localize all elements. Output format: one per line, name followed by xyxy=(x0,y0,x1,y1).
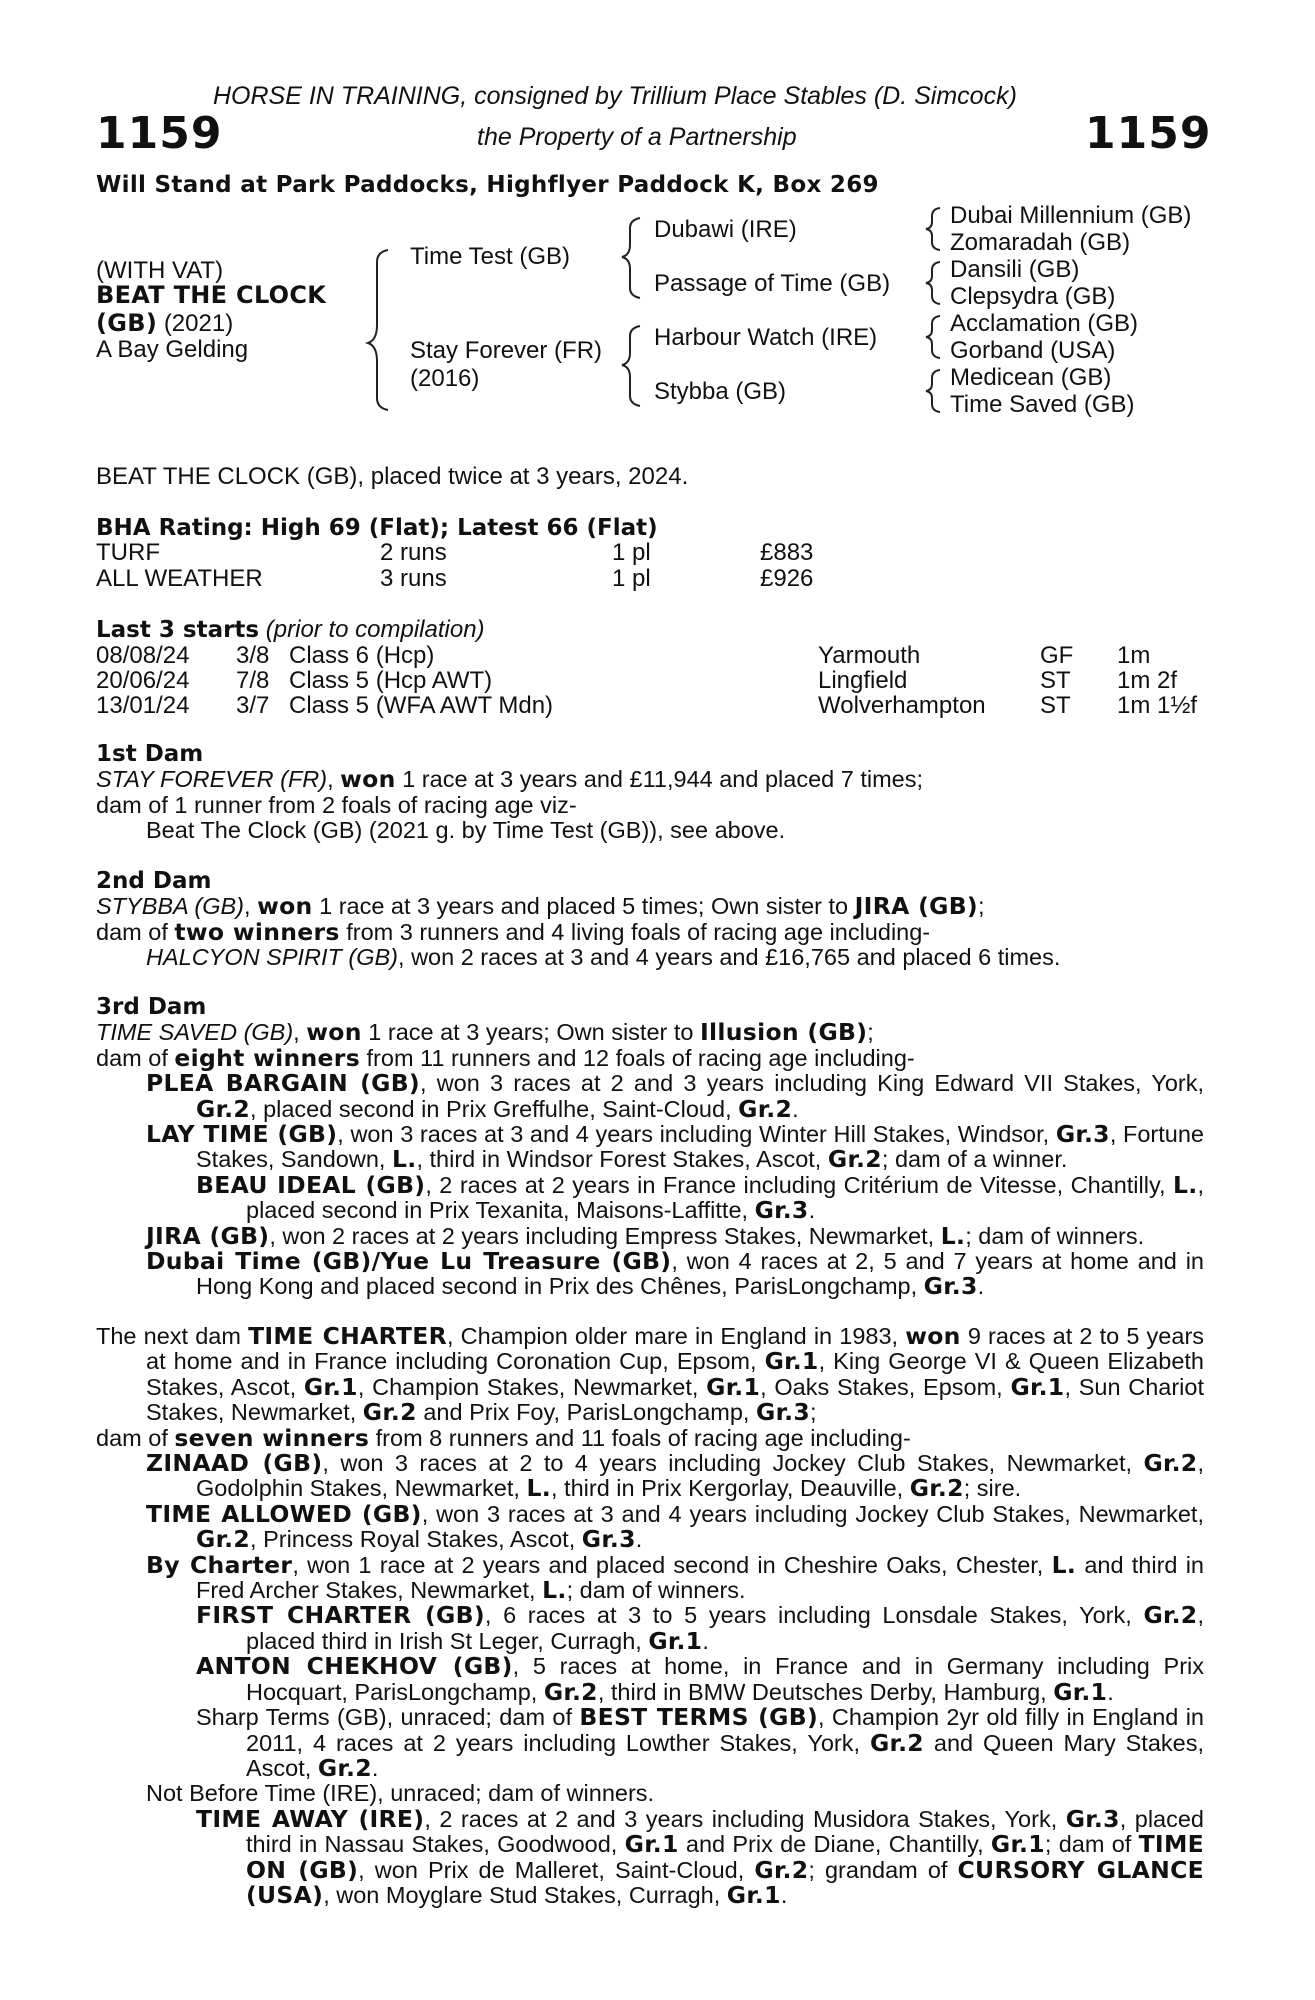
grade: Gr.2 xyxy=(869,1728,924,1757)
text: , Fortune Stakes, Sandown, xyxy=(196,1121,1204,1173)
text: . xyxy=(977,1273,985,1300)
produce-not-before-time: Not Before Time (IRE), unraced; dam of winners. xyxy=(146,1780,655,1807)
text: , 2 races at 2 years in France including Critérium de Vitesse, Chantilly, xyxy=(425,1171,1173,1198)
winners-count: two winners xyxy=(174,917,340,946)
text: , won 2 races at 2 years including Empress Stakes, Newmarket, xyxy=(269,1222,941,1249)
grade: L. xyxy=(940,1221,966,1250)
text: . xyxy=(808,1197,816,1224)
pedigree-sire: Time Test (GB) xyxy=(410,243,571,270)
produce-by-charter xyxy=(96,1550,1204,1605)
second-dam-heading: 2nd Dam xyxy=(96,868,212,894)
rating-turf-earnings: £883 xyxy=(760,539,814,566)
text: , Princess Royal Stakes, Ascot, xyxy=(250,1526,582,1553)
grade: Gr.2 xyxy=(827,1145,882,1174)
text: , placed third in Nassau Stakes, Goodwood, xyxy=(246,1805,1205,1858)
horse-year: (2021) xyxy=(163,310,234,337)
text: The next dam xyxy=(96,1323,249,1349)
grade: Gr.2 xyxy=(1143,1449,1198,1478)
next-dam-section xyxy=(96,1324,1204,1908)
won-label: won xyxy=(257,892,313,921)
consignment-line: HORSE IN TRAINING, consigned by Trillium Place Stables (D. Simcock) xyxy=(213,82,1017,110)
produce-name: BEST TERMS (GB) xyxy=(579,1703,819,1732)
text: . xyxy=(635,1526,643,1553)
text: , won 2 races at 3 and 4 years and £16,765 and placed 6 times. xyxy=(398,944,1061,971)
lot-number-right: 1159 xyxy=(1085,108,1212,159)
grade: L. xyxy=(1051,1550,1077,1579)
second-dam-name: STYBBA (GB) xyxy=(96,893,244,920)
grade: Gr.2 xyxy=(362,1398,417,1427)
text: from 8 runners and 11 foals of racing age including- xyxy=(369,1424,911,1451)
rating-turf-runs: 2 runs xyxy=(380,539,447,566)
text: , won 3 races at 2 to 4 years including Jockey Club Stakes, Newmarket, xyxy=(322,1450,1144,1477)
text: dam of xyxy=(96,1044,175,1071)
produce-jira xyxy=(96,1221,1204,1250)
grade: L. xyxy=(391,1145,417,1174)
produce-name: CURSORY GLANCE (USA) xyxy=(246,1855,1205,1909)
start-1-date: 08/08/24 xyxy=(96,642,190,669)
next-dam-intro xyxy=(96,1324,1204,1426)
text: , third in Prix Kergorlay, Deauville, xyxy=(550,1475,910,1502)
text: ; xyxy=(977,893,985,920)
produce-name: TIME ON (GB) xyxy=(246,1830,1204,1884)
produce-zinaad xyxy=(96,1451,1204,1502)
text: , won 3 races at 2 and 3 years including King Edward VII Stakes, York, xyxy=(419,1070,1204,1097)
grade: L. xyxy=(526,1474,551,1503)
text: from 11 runners and 12 foals of racing age including- xyxy=(359,1044,915,1071)
text: , won Moyglare Stud Stakes, Curragh, xyxy=(323,1881,727,1908)
text: . xyxy=(792,1095,799,1122)
grade: Gr.2 xyxy=(317,1753,372,1782)
start-3-pos: 3/7 xyxy=(236,692,270,719)
text: ; xyxy=(810,1399,817,1426)
grade: Gr.2 xyxy=(754,1855,809,1884)
rating-turf-surface: TURF xyxy=(96,539,160,566)
text: , Oaks Stakes, Epsom, xyxy=(760,1373,1011,1400)
last-starts-heading xyxy=(96,616,485,644)
produce-lay-time xyxy=(96,1122,1204,1173)
start-1-course: Yarmouth xyxy=(818,642,921,669)
rating-aw-surface: ALL WEATHER xyxy=(96,565,263,592)
grade: Gr.2 xyxy=(909,1474,964,1503)
text: and Prix Foy, ParisLongchamp, xyxy=(416,1399,756,1426)
text: , placed second in Prix Texanita, Maisons-Laffitte, xyxy=(246,1171,1204,1224)
sister-name: JIRA (GB) xyxy=(854,892,978,921)
text: . xyxy=(371,1754,379,1781)
text: from 3 runners and 4 living foals of racing age including- xyxy=(339,918,931,945)
vat-label: (WITH VAT) xyxy=(96,257,224,284)
text: , 5 races at home, in France and in Germany including Prix Hocquart, ParisLongchamp, xyxy=(246,1653,1204,1705)
text: , 6 races at 3 to 5 years including Lonsdale Stakes, York, xyxy=(484,1602,1144,1629)
brace-g34 xyxy=(926,262,940,304)
winners-count: eight winners xyxy=(174,1043,360,1072)
third-dam-line1: TIME SAVED (GB), won 1 race at 3 years; Own sister to Illusion (GB); xyxy=(96,1018,874,1047)
produce-name: By Charter xyxy=(146,1550,293,1579)
start-2-date: 20/06/24 xyxy=(96,667,190,694)
grade: Gr.3 xyxy=(923,1272,978,1301)
produce-plea-bargain xyxy=(96,1071,1204,1122)
text: . xyxy=(780,1881,788,1908)
produce-first-charter xyxy=(96,1603,1204,1654)
grade: Gr.1 xyxy=(1053,1677,1108,1706)
produce-beau-ideal xyxy=(96,1170,1204,1225)
text: , won 3 races at 3 and 4 years including Winter Hill Stakes, Windsor, xyxy=(337,1121,1056,1148)
race-summary: BEAT THE CLOCK (GB), placed twice at 3 years, 2024. xyxy=(96,463,689,490)
text: and Prix de Diane, Chantilly, xyxy=(678,1831,991,1858)
text: ; dam of winners. xyxy=(965,1222,1145,1249)
produce-name: FIRST CHARTER (GB) xyxy=(196,1601,485,1630)
second-dam-section xyxy=(96,869,1204,971)
text: Sharp Terms (GB), unraced; dam of xyxy=(196,1704,580,1731)
text: , won 3 races at 3 and 4 years including Jockey Club Stakes, Newmarket, xyxy=(421,1500,1204,1527)
pedigree-dam: Stay Forever (FR) xyxy=(410,337,603,364)
text: , third in Windsor Forest Stakes, Ascot, xyxy=(416,1146,828,1173)
bha-rating: BHA Rating: High 69 (Flat); Latest 66 (Flat) xyxy=(96,515,658,541)
text: and Queen Mary Stakes, Ascot, xyxy=(246,1729,1204,1781)
pedigree-g1: Dubai Millennium (GB) xyxy=(950,202,1192,229)
grade: Gr.1 xyxy=(648,1626,703,1655)
text: , won Prix de Malleret, Saint-Cloud, xyxy=(358,1856,755,1883)
text: ; dam of winners. xyxy=(566,1577,746,1604)
start-2-dist: 1m 2f xyxy=(1117,667,1178,694)
first-dam-line2: dam of 1 runner from 2 foals of racing age viz- xyxy=(96,791,577,818)
pedigree-g3: Dansili (GB) xyxy=(950,256,1080,283)
grade: Gr.1 xyxy=(303,1372,358,1401)
start-3-race: Class 5 (WFA AWT Mdn) xyxy=(289,692,554,719)
produce-name: ANTON CHEKHOV (GB) xyxy=(196,1652,513,1681)
brace-gen1 xyxy=(368,250,388,410)
text: , Sun Chariot Stakes, Newmarket, xyxy=(146,1373,1204,1426)
grade: Gr.1 xyxy=(990,1830,1045,1859)
brace-sire xyxy=(622,218,640,298)
produce-name: JIRA (GB) xyxy=(146,1221,270,1250)
text: dam of xyxy=(96,918,175,945)
produce-time-away xyxy=(96,1804,1205,1909)
rating-turf-placings: 1 pl xyxy=(612,539,651,566)
start-1-going: GF xyxy=(1040,642,1074,669)
text: . xyxy=(702,1627,709,1654)
brace-g12 xyxy=(926,208,940,250)
grade: Gr.1 xyxy=(764,1347,819,1376)
rating-aw-earnings: £926 xyxy=(760,565,814,592)
last-starts-note: (prior to compilation) xyxy=(265,616,485,643)
text: , Godolphin Stakes, Newmarket, xyxy=(196,1450,1204,1502)
pedigree-sire-dam: Passage of Time (GB) xyxy=(654,270,891,297)
produce-name: BEAU IDEAL (GB) xyxy=(196,1170,426,1199)
text: , won 1 race at 2 years and placed second in Cheshire Oaks, Chester, xyxy=(292,1551,1052,1578)
pedigree-g5: Acclamation (GB) xyxy=(950,310,1139,337)
first-dam-section xyxy=(96,742,1204,844)
text: , third in BMW Deutsches Derby, Hamburg, xyxy=(597,1678,1054,1705)
text: . xyxy=(1107,1678,1114,1705)
property-line: the Property of a Partnership xyxy=(477,123,797,151)
second-dam-line1: STYBBA (GB), won 1 race at 3 years and placed 5 times; Own sister to JIRA (GB); xyxy=(96,892,985,921)
won-label: won xyxy=(340,765,396,794)
next-dam-name: TIME CHARTER xyxy=(248,1322,447,1350)
text: 1 race at 3 years and placed 5 times; Own sister to xyxy=(312,893,855,920)
pedigree-g2: Zomaradah (GB) xyxy=(950,229,1131,256)
start-3-going: ST xyxy=(1040,692,1071,719)
produce-sharp-terms xyxy=(96,1705,1204,1781)
location-line: Will Stand at Park Paddocks, Highflyer Paddock K, Box 269 xyxy=(96,172,879,198)
horse-name: BEAT THE CLOCK xyxy=(96,281,327,309)
grade: L. xyxy=(542,1576,567,1605)
produce-name: ZINAAD (GB) xyxy=(146,1449,323,1478)
text: dam of xyxy=(96,1424,175,1451)
start-1-race: Class 6 (Hcp) xyxy=(289,642,435,669)
won-label: won xyxy=(905,1322,961,1350)
grade: Gr.2 xyxy=(196,1525,251,1554)
grade: Gr.3 xyxy=(755,1398,810,1427)
text: ; dam of a winner. xyxy=(881,1146,1068,1173)
first-dam-heading: 1st Dam xyxy=(96,741,204,767)
text: 1 race at 3 years; Own sister to xyxy=(361,1019,701,1046)
text: ; dam of xyxy=(1044,1831,1139,1858)
text: , King George VI & Queen Elizabeth Stakes, Ascot, xyxy=(146,1348,1204,1400)
grade: Gr.3 xyxy=(754,1196,809,1225)
start-3-dist: 1m 1½f xyxy=(1117,692,1198,719)
third-dam-name: TIME SAVED (GB) xyxy=(96,1019,294,1046)
start-2-course: Lingfield xyxy=(818,667,908,694)
pedigree-dam-sire: Harbour Watch (IRE) xyxy=(654,324,878,351)
produce-anton-chekhov xyxy=(96,1654,1204,1705)
produce-name: LAY TIME (GB) xyxy=(146,1120,338,1149)
grade: Gr.1 xyxy=(726,1880,781,1909)
grade: Gr.3 xyxy=(581,1525,636,1554)
grade: Gr.1 xyxy=(706,1372,761,1401)
text: ; sire. xyxy=(963,1475,1022,1502)
grade: L. xyxy=(1172,1170,1198,1199)
pedigree-dam-year: (2016) xyxy=(410,365,480,392)
produce-name: PLEA BARGAIN (GB) xyxy=(146,1069,420,1098)
produce-dubai-time xyxy=(96,1249,1204,1300)
grade: Gr.2 xyxy=(543,1677,598,1706)
last-starts-title: Last 3 starts xyxy=(96,617,260,643)
start-3-course: Wolverhampton xyxy=(818,692,986,719)
next-dam-produce-line xyxy=(96,1423,1204,1452)
grade: Gr.3 xyxy=(1055,1120,1110,1149)
text: ; xyxy=(867,1019,874,1046)
pedigree-dam-dam: Stybba (GB) xyxy=(654,378,787,405)
pedigree-g7: Medicean (GB) xyxy=(950,364,1112,391)
produce-name: HALCYON SPIRIT (GB) xyxy=(146,944,399,971)
brace-dam xyxy=(622,326,640,406)
grade: Gr.1 xyxy=(624,1830,679,1859)
text: ; grandam of xyxy=(808,1856,958,1883)
rating-aw-runs: 3 runs xyxy=(380,565,447,592)
first-dam-line1: STAY FOREVER (FR), won 1 race at 3 years and £11,944 and placed 7 times; xyxy=(96,765,924,794)
produce-time-allowed xyxy=(96,1499,1204,1554)
winners-count: seven winners xyxy=(174,1423,370,1452)
pedigree-g6: Gorband (USA) xyxy=(950,337,1116,364)
lot-number-left: 1159 xyxy=(96,108,223,159)
first-dam-name: STAY FOREVER (FR) xyxy=(96,766,328,793)
first-dam-produce: Beat The Clock (GB) (2021 g. by Time Test (GB)), see above. xyxy=(146,817,786,844)
pedigree-g4: Clepsydra (GB) xyxy=(950,283,1116,310)
grade: Gr.2 xyxy=(196,1094,251,1123)
brace-g78 xyxy=(926,370,940,412)
text: , placed second in Prix Greffulhe, Saint-Cloud, xyxy=(250,1095,739,1122)
second-dam-produce xyxy=(96,945,1204,970)
start-2-going: ST xyxy=(1040,667,1071,694)
start-3-date: 13/01/24 xyxy=(96,692,190,719)
third-dam-line2 xyxy=(96,1043,1204,1072)
horse-origin: (GB) xyxy=(96,309,158,337)
start-2-race: Class 5 (Hcp AWT) xyxy=(289,667,493,694)
text: , placed third in Irish St Leger, Curragh, xyxy=(246,1602,1204,1654)
pedigree-sire-sire: Dubawi (IRE) xyxy=(654,216,797,243)
text: , Champion older mare in England in 1983, xyxy=(447,1323,906,1349)
produce-name: Dubai Time (GB)/Yue Lu Treasure (GB) xyxy=(146,1247,672,1276)
start-1-pos: 3/8 xyxy=(236,642,270,669)
won-label: won xyxy=(306,1018,362,1047)
grade: Gr.2 xyxy=(738,1094,793,1123)
text: , won 4 races at 2, 5 and 7 years at home and in Hong Kong and placed second in Prix des Chênes, ParisLongchamp, xyxy=(196,1248,1204,1300)
brace-g56 xyxy=(926,316,940,358)
rating-aw-placings: 1 pl xyxy=(612,565,651,592)
pedigree-g8: Time Saved (GB) xyxy=(950,391,1135,418)
text: , Champion Stakes, Newmarket, xyxy=(357,1373,707,1400)
start-1-dist: 1m xyxy=(1117,642,1151,669)
text: , 2 races at 2 and 3 years including Musidora Stakes, York, xyxy=(424,1805,1066,1832)
text: 9 races at 2 to 5 years at home and in France including Coronation Cup, Epsom, xyxy=(146,1323,1205,1375)
produce-name: TIME ALLOWED (GB) xyxy=(146,1499,422,1528)
text: , Champion 2yr old filly in England in 2011, 4 races at 2 years including Lowther Stakes, York, xyxy=(246,1704,1205,1756)
horse-description: A Bay Gelding xyxy=(96,336,249,363)
second-dam-line2 xyxy=(96,917,1204,946)
third-dam-section xyxy=(96,995,1204,1300)
start-2-pos: 7/8 xyxy=(236,667,270,694)
text: and third in Fred Archer Stakes, Newmarket, xyxy=(196,1551,1204,1604)
grade: Gr.2 xyxy=(1143,1601,1198,1630)
first-dam-text1: 1 race at 3 years and £11,944 and placed 7 times; xyxy=(395,766,924,793)
grade: Gr.3 xyxy=(1065,1804,1120,1833)
third-dam-heading: 3rd Dam xyxy=(96,994,207,1020)
produce-name: TIME AWAY (IRE) xyxy=(196,1804,425,1833)
sister-name: Illusion (GB) xyxy=(700,1018,868,1047)
grade: Gr.1 xyxy=(1010,1372,1065,1401)
